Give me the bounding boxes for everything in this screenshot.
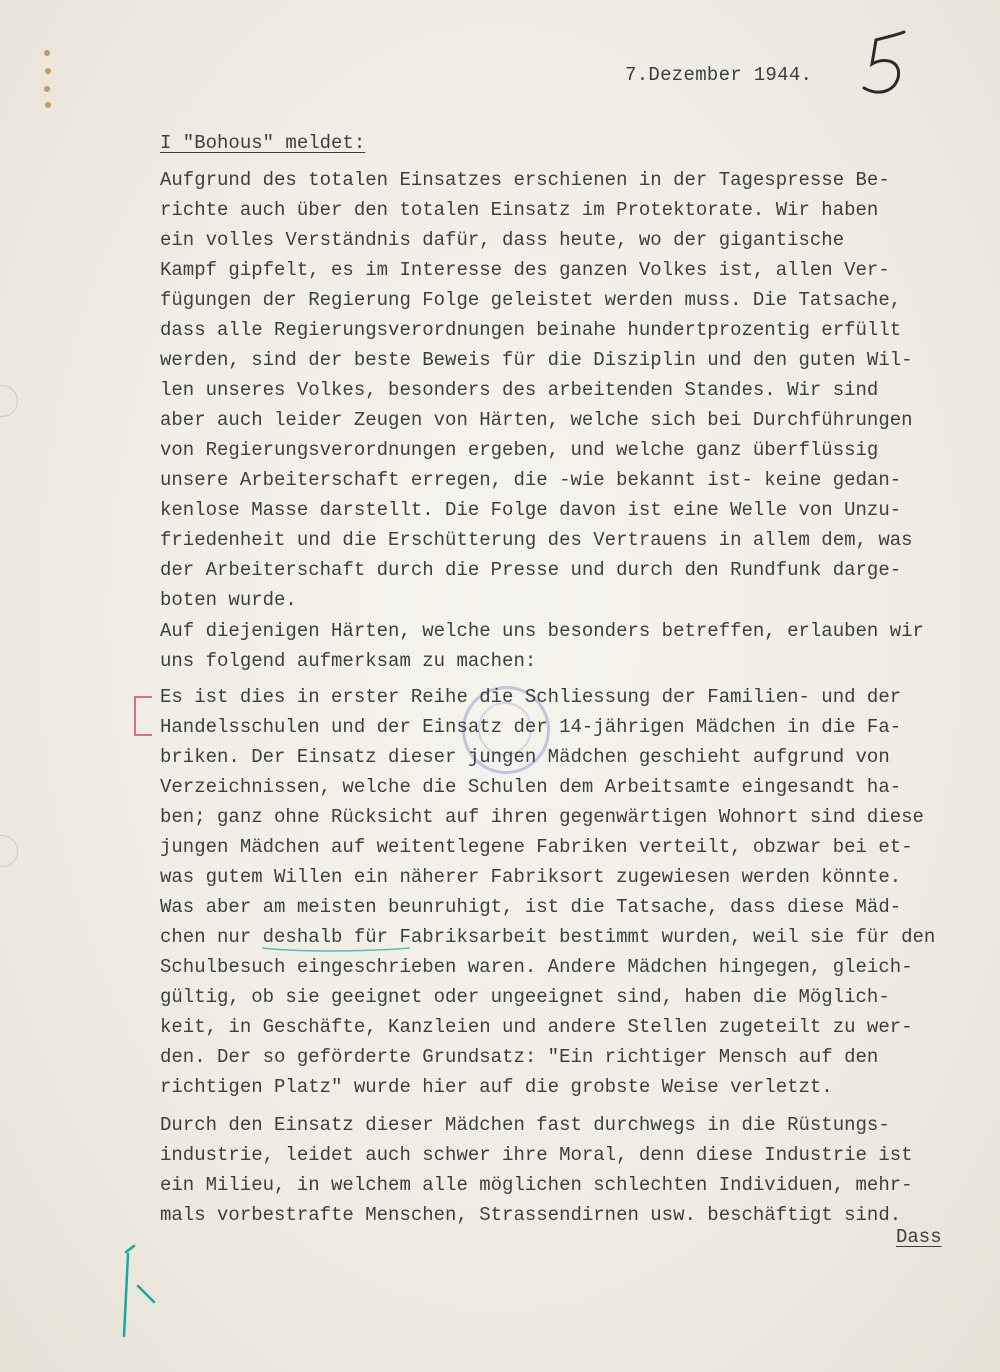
text-line: gültig, ob sie geeignet oder ungeeignet sind, haben die Möglich- xyxy=(160,986,890,1008)
text-line: chen nur deshalb für Fabriksarbeit bestimmt wurden, weil sie für den xyxy=(160,926,936,948)
text-line: Schulbesuch eingeschrieben waren. Andere Mädchen hingegen, gleich- xyxy=(160,956,913,978)
catchword: Dass xyxy=(896,1226,942,1248)
text-line: was gutem Willen ein näherer Fabriksort zugewiesen werden könnte. xyxy=(160,866,902,888)
text-line: unsere Arbeiterschaft erregen, die -wie bekannt ist- keine gedan- xyxy=(160,469,902,491)
document-date: 7.Dezember 1944. xyxy=(625,64,813,86)
text-line: Auf diejenigen Härten, welche uns besonders betreffen, erlauben wir xyxy=(160,620,924,642)
text-line: Verzeichnissen, welche die Schulen dem Arbeitsamte eingesandt ha- xyxy=(160,776,902,798)
text-line: keit, in Geschäfte, Kanzleien und andere Stellen zugeteilt zu wer- xyxy=(160,1016,913,1038)
text-line: Es ist dies in erster Reihe die Schliessung der Familien- und der xyxy=(160,686,902,708)
text-line: der Arbeiterschaft durch die Presse und durch den Rundfunk darge- xyxy=(160,559,902,581)
text-line: aber auch leider Zeugen von Härten, welche sich bei Durchführungen xyxy=(160,409,913,431)
text-line: mals vorbestrafte Menschen, Strassendirnen usw. beschäftigt sind. xyxy=(160,1204,902,1226)
green-check-mark xyxy=(104,1240,164,1340)
text-line: kenlose Masse darstellt. Die Folge davon ist eine Welle von Unzu- xyxy=(160,499,902,521)
text-line: jungen Mädchen auf weitentlegene Fabriken verteilt, obzwar bei et- xyxy=(160,836,913,858)
text-line: den. Der so geförderte Grundsatz: "Ein richtiger Mensch auf den xyxy=(160,1046,879,1068)
text-line: briken. Der Einsatz dieser jungen Mädchen geschieht aufgrund von xyxy=(160,746,890,768)
text-line: Kampf gipfelt, es im Interesse des ganzen Volkes ist, allen Ver- xyxy=(160,259,890,281)
text-line: fügungen der Regierung Folge geleistet werden muss. Die Tatsache, xyxy=(160,289,902,311)
text-line: Handelsschulen und der Einsatz der 14-jährigen Mädchen in die Fa- xyxy=(160,716,902,738)
text-line: Durch den Einsatz dieser Mädchen fast durchwegs in die Rüstungs- xyxy=(160,1114,890,1136)
text-line: boten wurde. xyxy=(160,589,297,611)
text-line: richte auch über den totalen Einsatz im Protektorate. Wir haben xyxy=(160,199,879,221)
text-line: Aufgrund des totalen Einsatzes erschienen in der Tagespresse Be- xyxy=(160,169,890,191)
text-line: dass alle Regierungsverordnungen beinahe hundertprozentig erfüllt xyxy=(160,319,902,341)
text-line: Was aber am meisten beunruhigt, ist die Tatsache, dass diese Mäd- xyxy=(160,896,902,918)
text-line: von Regierungsverordnungen ergeben, und welche ganz überflüssig xyxy=(160,439,879,461)
text-line: ein volles Verständnis dafür, dass heute, wo der gigantische xyxy=(160,229,845,251)
report-heading: I "Bohous" meldet: xyxy=(160,132,366,154)
text-line: uns folgend aufmerksam zu machen: xyxy=(160,650,537,672)
text-line: werden, sind der beste Beweis für die Disziplin und den guten Wil- xyxy=(160,349,913,371)
text-line: industrie, leidet auch schwer ihre Moral, denn diese Industrie ist xyxy=(160,1144,913,1166)
text-line: len unseres Volkes, besonders des arbeitenden Standes. Wir sind xyxy=(160,379,879,401)
text-line: richtigen Platz" wurde hier auf die grobste Weise verletzt. xyxy=(160,1076,833,1098)
text-line: friedenheit und die Erschütterung des Vertrauens in allem dem, was xyxy=(160,529,913,551)
text-line: ein Milieu, in welchem alle möglichen schlechten Individuen, mehr- xyxy=(160,1174,913,1196)
text-line: ben; ganz ohne Rücksicht auf ihren gegenwärtigen Wohnort sind diese xyxy=(160,806,924,828)
